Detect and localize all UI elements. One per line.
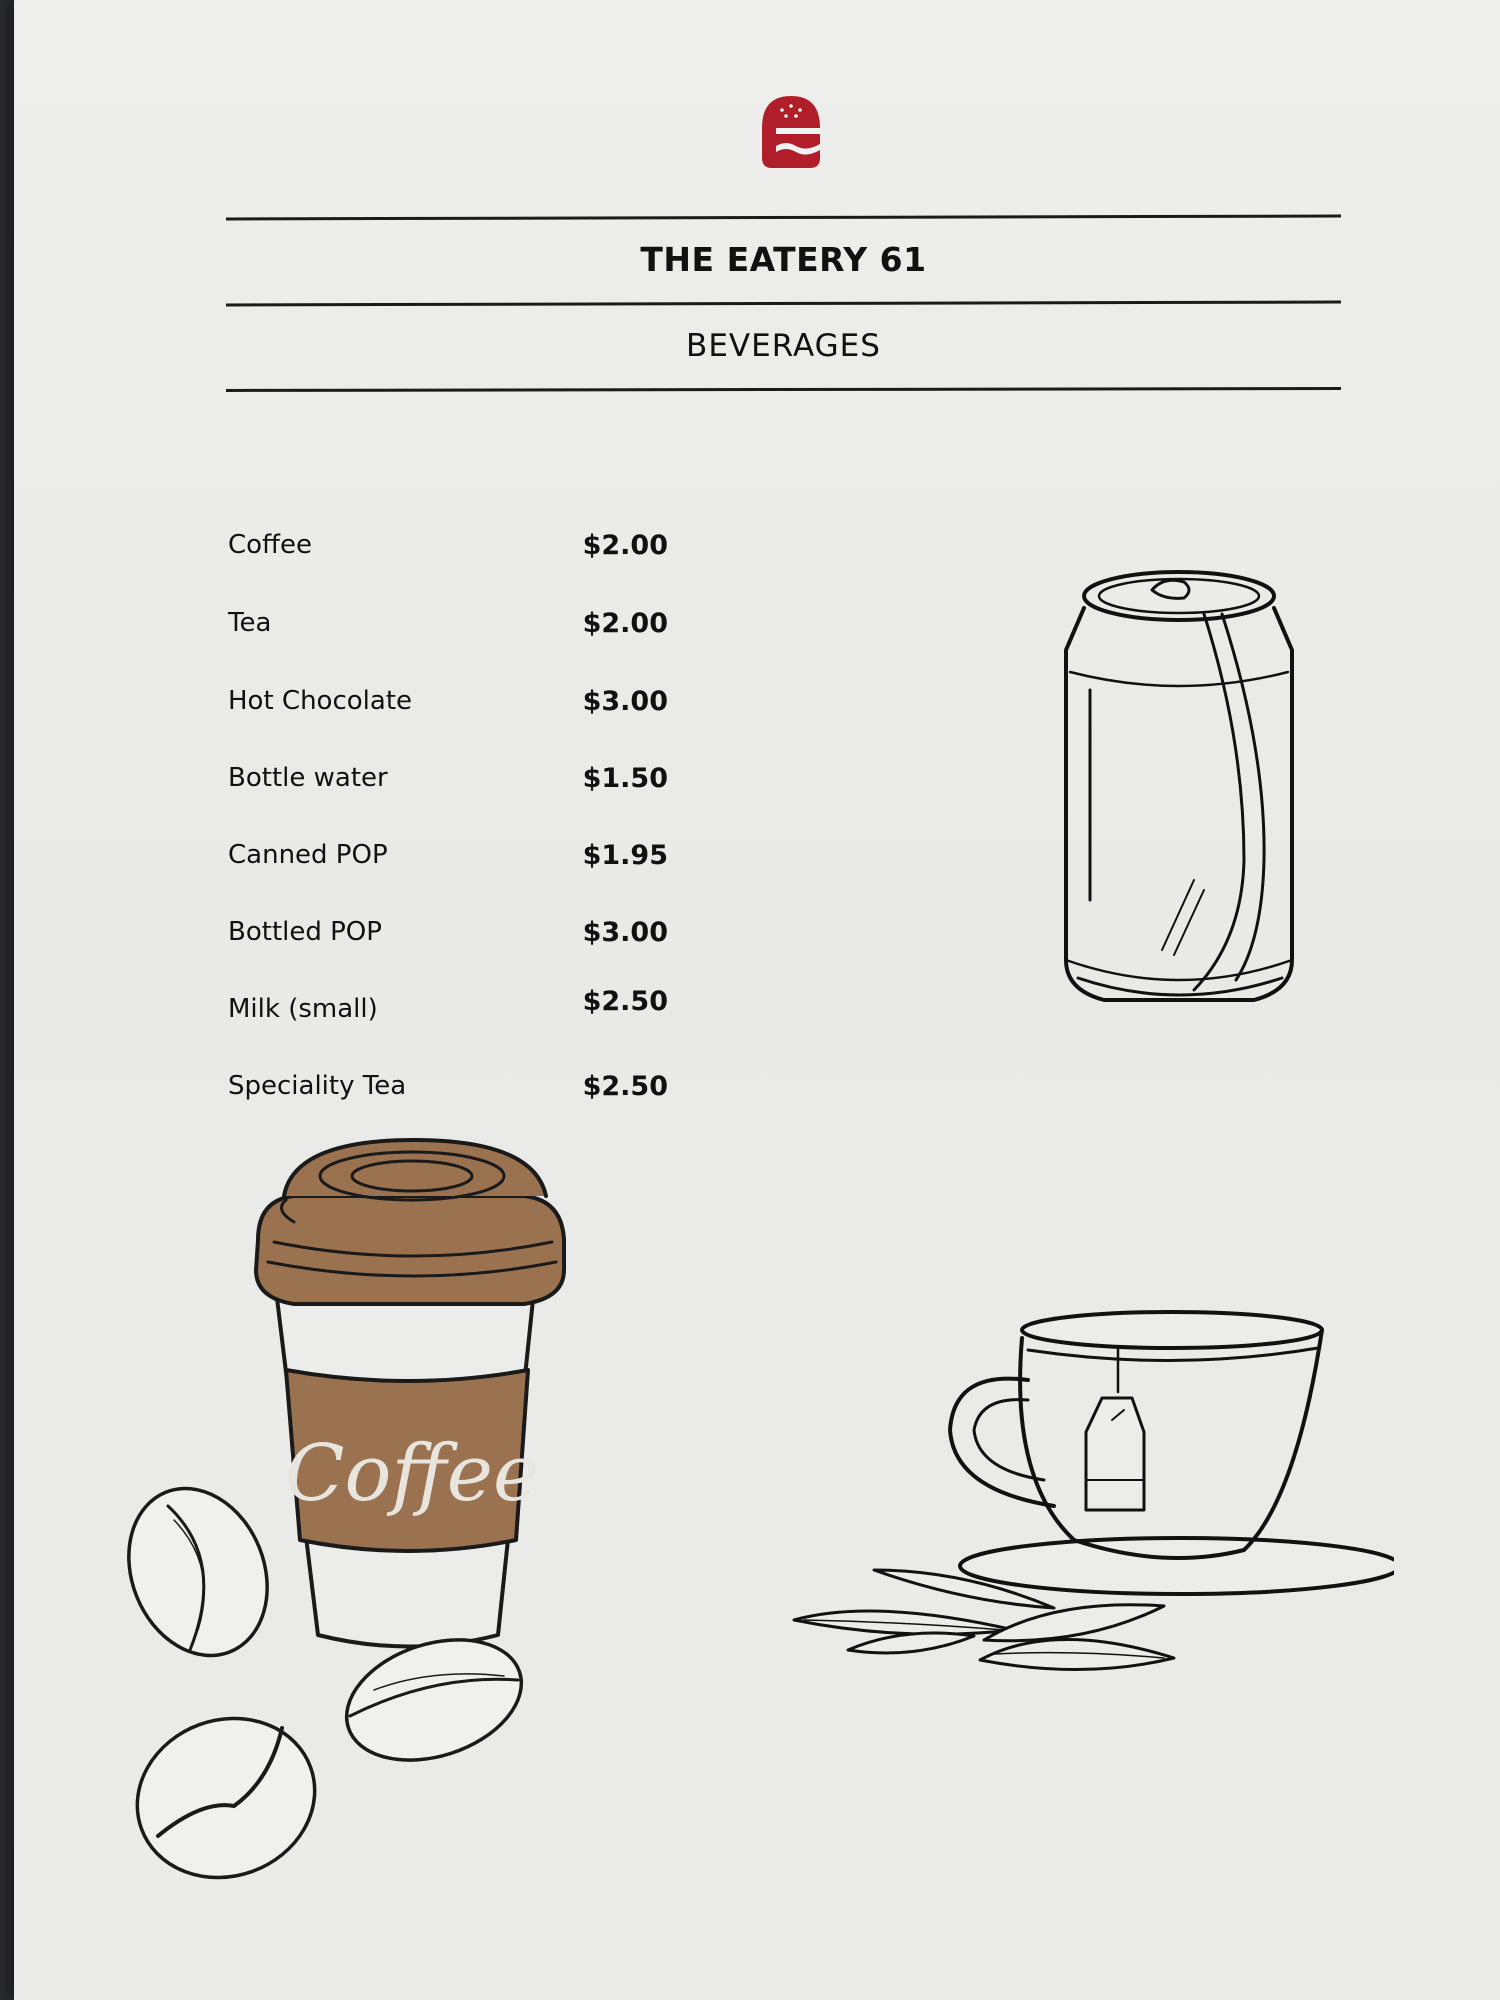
item-name: Coffee: [228, 530, 312, 560]
item-price: $2.50: [582, 986, 668, 1017]
item-price: $1.95: [582, 840, 668, 871]
menu-item: [228, 763, 668, 803]
item-price: $2.00: [582, 530, 668, 561]
coffee-cup-label: Coffee: [284, 1429, 540, 1519]
item-price: $2.00: [582, 608, 668, 639]
menu-item: [228, 608, 668, 648]
item-price: $1.50: [582, 763, 668, 794]
item-price: $2.50: [582, 1071, 668, 1102]
menu-item: [228, 530, 668, 570]
burger-logo-icon: [756, 92, 826, 172]
menu-page: [14, 0, 1500, 2000]
menu-item: [228, 986, 668, 1034]
item-price: $3.00: [582, 917, 668, 948]
item-name: Canned POP: [228, 840, 388, 870]
item-name: Hot Chocolate: [228, 686, 413, 716]
item-name: Speciality Tea: [228, 1071, 407, 1101]
menu-item: [228, 1071, 668, 1111]
menu-item: [228, 840, 668, 880]
item-name: Tea: [228, 608, 272, 638]
item-price: $3.00: [582, 686, 668, 717]
coffee-beans-icon: [114, 1480, 534, 1880]
item-name: Bottle water: [228, 763, 388, 793]
menu-item: [228, 686, 668, 726]
item-name: Bottled POP: [228, 917, 382, 947]
soda-can-icon: [1044, 560, 1314, 1020]
item-name: Milk (small): [228, 994, 378, 1024]
header-rule-top: [226, 215, 1341, 221]
section-title: BEVERAGES: [686, 328, 881, 364]
header-rule-bottom: [226, 387, 1341, 392]
header-rule-middle: [226, 301, 1341, 307]
restaurant-name: THE EATERY 61: [640, 240, 927, 279]
menu-item: [228, 917, 668, 957]
tea-leaves-icon: [784, 1550, 1184, 1680]
